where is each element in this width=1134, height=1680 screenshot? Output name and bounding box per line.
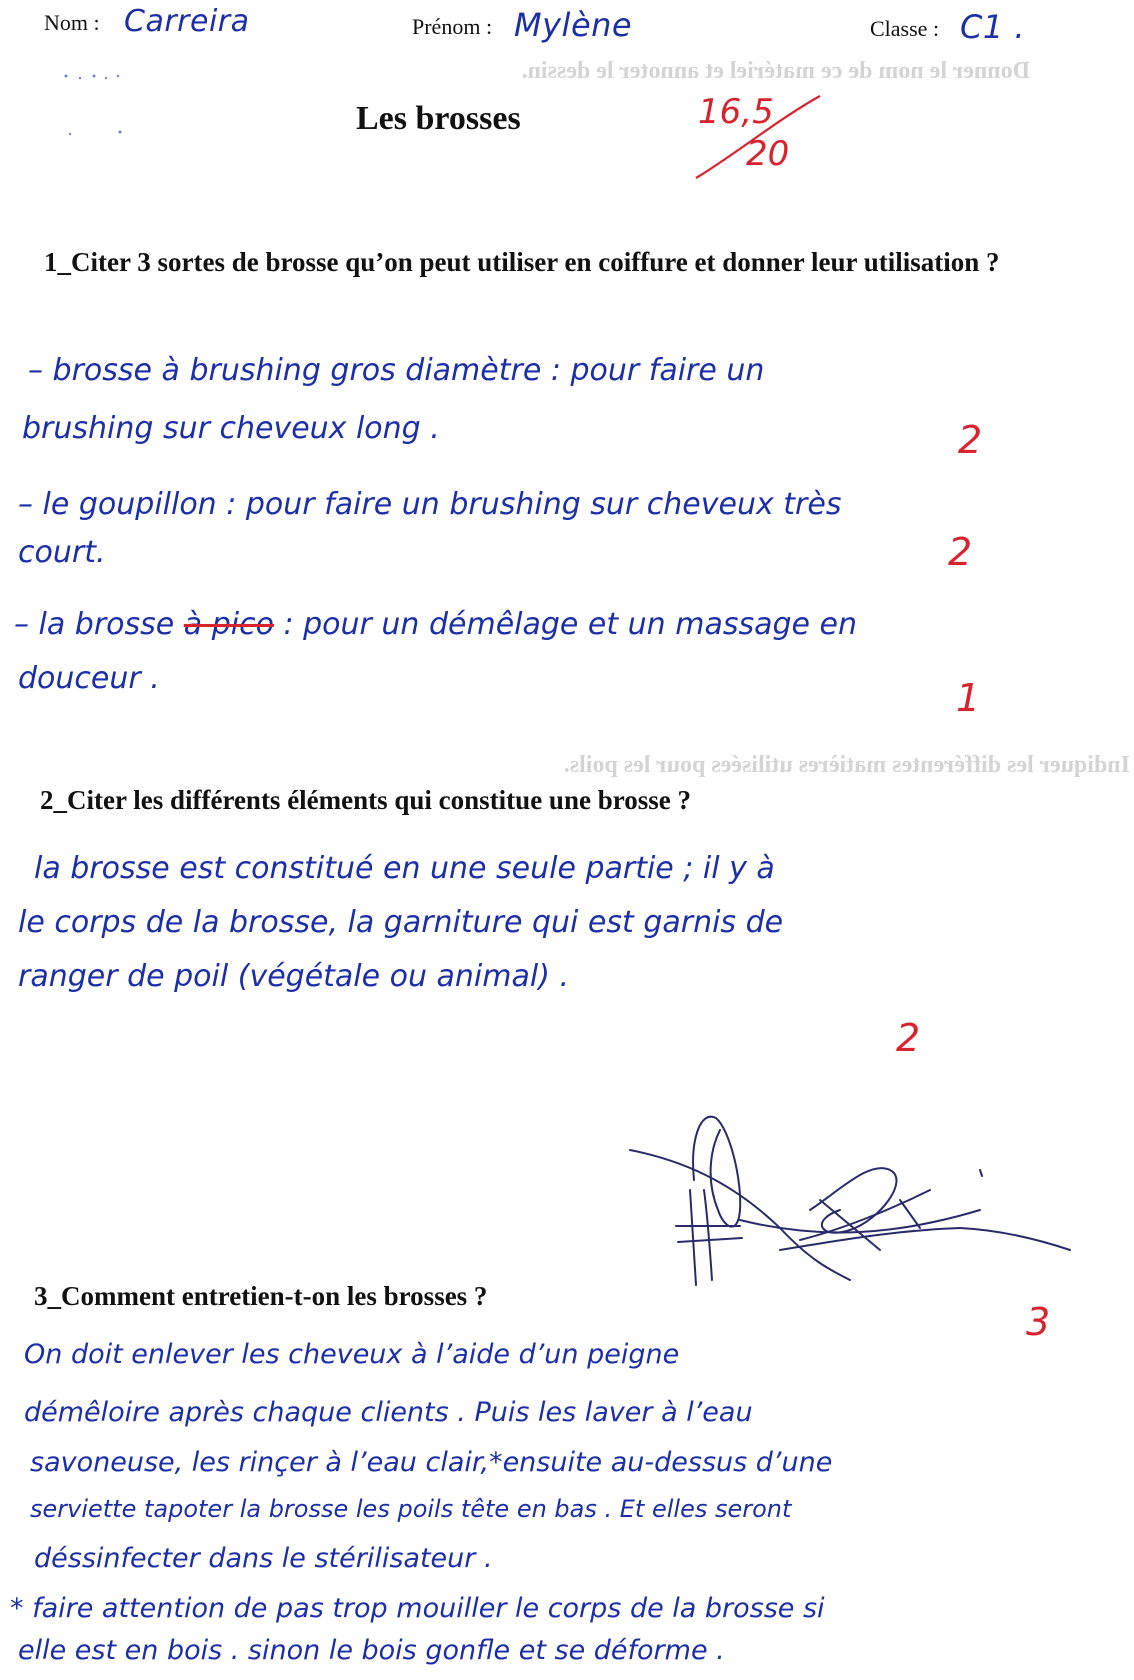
q1-mark-1: 2 bbox=[958, 418, 983, 462]
q1-line5-start: – la brosse bbox=[14, 607, 175, 642]
q3-answer-line-6: * faire attention de pas trop mouiller le corps de la brosse si bbox=[10, 1593, 825, 1624]
q3-answer-line-1: On doit enlever les cheveux à l’aide d’un peigne bbox=[24, 1339, 680, 1370]
grade-mark bbox=[690, 88, 830, 188]
q1-answer-line-3: – le goupillon : pour faire un brushing sur cheveux très bbox=[18, 487, 842, 522]
q2-mark: 2 bbox=[896, 1016, 921, 1060]
q1-line5-end: : pour un démêlage et un massage en bbox=[273, 607, 857, 642]
q3-answer-line-4: serviette tapoter la brosse les poils tête en bas . Et elles seront bbox=[30, 1495, 792, 1523]
grade-total: 20 bbox=[746, 134, 790, 174]
q3-answer-line-3: savoneuse, les rinçer à l’eau clair,*ensuite au-dessus d’une bbox=[30, 1447, 833, 1478]
nom-value: Carreira bbox=[124, 4, 250, 39]
classe-value: C1 . bbox=[960, 8, 1026, 46]
question-1: 1_Citer 3 sortes de brosse qu’on peut utiliser en coiffure et donner leur utilisation ? bbox=[44, 247, 1000, 277]
prenom-label: Prénom : bbox=[412, 14, 493, 39]
prenom-value: Mylène bbox=[514, 6, 633, 44]
q1-answer-line-4: court. bbox=[18, 535, 106, 570]
handwritten-signature bbox=[620, 1110, 1080, 1290]
q1-mark-3: 1 bbox=[956, 676, 981, 720]
bleed-through-text-1: Donner le nom de ce matériel et annoter le dessin. bbox=[521, 58, 1030, 84]
page-title: Les brosses bbox=[356, 100, 521, 137]
stray-ink-marks bbox=[60, 66, 140, 146]
q1-line5-crossed-out: à pico bbox=[183, 607, 274, 642]
q2-answer-line-3: ranger de poil (végétale ou animal) . bbox=[18, 959, 569, 994]
grade-score: 16,5 bbox=[698, 92, 774, 132]
q2-answer-line-1: la brosse est constitué en une seule partie ; il y à bbox=[34, 851, 775, 886]
question-2: 2_Citer les différents éléments qui constitue une brosse ? bbox=[40, 785, 691, 815]
q3-answer-line-7: elle est en bois . sinon le bois gonfle et se déforme . bbox=[18, 1635, 725, 1666]
q1-answer-line-5 bbox=[14, 596, 857, 654]
q1-answer-line-6: douceur . bbox=[18, 661, 160, 696]
q1-mark-2: 2 bbox=[948, 530, 973, 574]
q2-answer-line-2: le corps de la brosse, la garniture qui est garnis de bbox=[18, 905, 784, 940]
q3-answer-line-2: démêloire après chaque clients . Puis les laver à l’eau bbox=[24, 1397, 753, 1428]
question-3: 3_Comment entretien-t-on les brosses ? bbox=[34, 1281, 488, 1311]
bleed-through-text-2: Indiquer les différentes matières utilisées pour les poils. bbox=[563, 752, 1130, 778]
q3-answer-line-5: déssinfecter dans le stérilisateur . bbox=[34, 1543, 493, 1574]
classe-label: Classe : bbox=[870, 16, 940, 41]
q1-answer-line-2: brushing sur cheveux long . bbox=[22, 411, 440, 446]
nom-label: Nom : bbox=[44, 10, 100, 35]
q1-answer-line-1: – brosse à brushing gros diamètre : pour faire un bbox=[28, 353, 765, 388]
q3-mark: 3 bbox=[1026, 1300, 1051, 1344]
